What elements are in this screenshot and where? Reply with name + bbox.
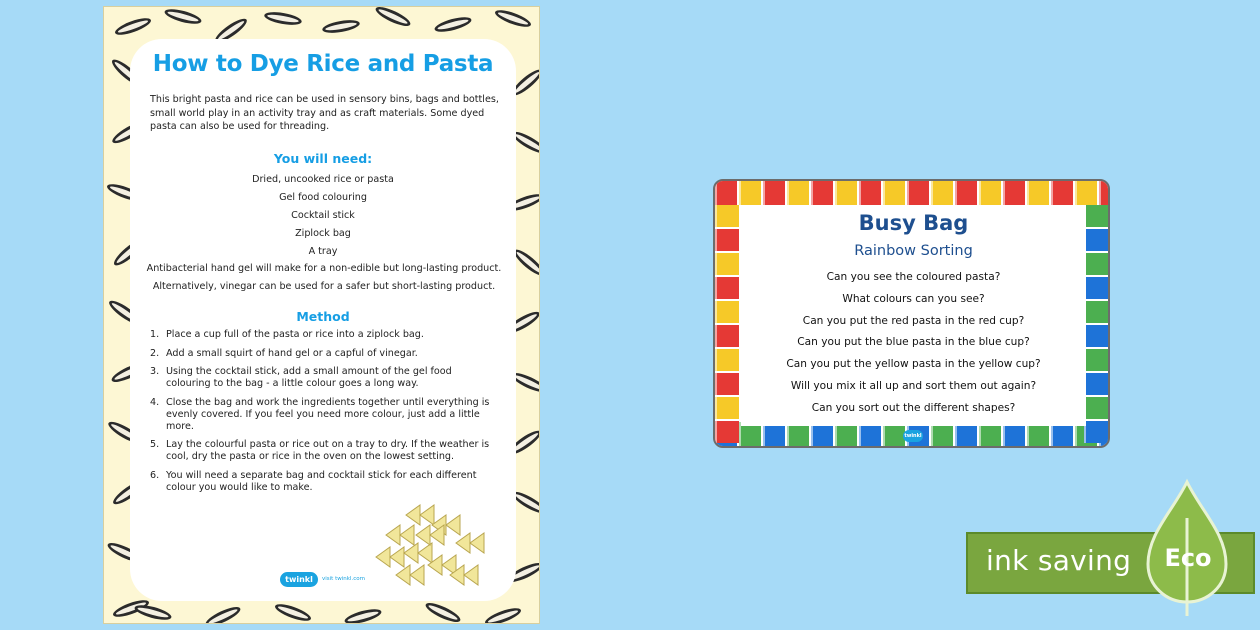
- cup-decoration: [715, 325, 739, 347]
- step-text: Close the bag and work the ingredients together until everything is evenly covered. If you feel you need more colour, just add a little more.: [166, 396, 490, 432]
- method-heading: Method: [296, 309, 350, 324]
- cup-decoration: [931, 181, 953, 205]
- question-item: Can you put the yellow pasta in the yellow cup?: [786, 358, 1041, 371]
- rice-seed-decoration: [493, 7, 532, 30]
- rice-seed-decoration: [433, 14, 473, 34]
- rice-seed-decoration: [263, 10, 302, 27]
- method-steps: [150, 329, 496, 500]
- rice-seed-decoration: [113, 15, 152, 38]
- step-number: 3.: [150, 366, 160, 377]
- list-item: Dried, uncooked rice or pasta: [252, 174, 394, 185]
- method-step: [150, 470, 496, 494]
- cup-decoration: [1027, 181, 1049, 205]
- cup-decoration: [1084, 325, 1108, 347]
- method-step: [150, 366, 496, 390]
- cup-decoration: [1099, 181, 1110, 205]
- cup-decoration: [1084, 421, 1108, 443]
- cup-decoration: [715, 229, 739, 251]
- cup-decoration: [1084, 349, 1108, 371]
- cup-decoration: [1003, 181, 1025, 205]
- cup-decoration: [835, 181, 857, 205]
- cup-decoration: [715, 421, 739, 443]
- method-step: [150, 397, 496, 433]
- cup-decoration: [1084, 205, 1108, 227]
- cup-decoration: [715, 301, 739, 323]
- document-title: How to Dye Rice and Pasta: [152, 51, 494, 77]
- cup-decoration: [1084, 373, 1108, 395]
- cup-decoration: [979, 181, 1001, 205]
- step-text: Place a cup full of the pasta or rice into a ziplock bag.: [166, 329, 424, 340]
- rice-seed-decoration: [163, 6, 203, 26]
- rice-seed-decoration: [343, 606, 383, 624]
- hand-gel-note: Antibacterial hand gel will make for a non-edible but long-lasting product.: [146, 263, 502, 274]
- step-text: Lay the colourful pasta or rice out on a tray to dry. If the weather is cool, dry the pasta or rice in the oven on the lowest setting.: [166, 439, 490, 462]
- list-item: Ziplock bag: [295, 228, 351, 239]
- cup-decoration: [907, 181, 929, 205]
- step-number: 6.: [150, 469, 160, 481]
- question-item: Can you put the red pasta in the red cup?: [802, 314, 1025, 327]
- question-item: Can you put the blue pasta in the blue cup?: [797, 336, 1030, 349]
- question-item: Can you see the coloured pasta?: [826, 271, 1001, 283]
- rice-seed-decoration: [133, 602, 173, 622]
- document-intro: This bright pasta and rice can be used in sensory bins, bags and bottles, small world play in an activity tray and as craft materials. Some dyed pasta can also be used for threading.: [150, 94, 499, 132]
- rice-seed-decoration: [321, 18, 360, 35]
- cup-decoration: [763, 181, 785, 205]
- twinkl-logo: twinkl: [280, 572, 318, 587]
- question-item: Will you mix it all up and sort them out again?: [790, 379, 1037, 392]
- cup-decoration: [715, 277, 739, 299]
- step-number: 4.: [150, 396, 160, 408]
- cup-decoration: [1084, 229, 1108, 251]
- rice-seed-decoration: [373, 6, 412, 30]
- step-number: 1.: [150, 329, 160, 340]
- rice-pasta-instruction-sheet: [103, 6, 540, 624]
- step-number: 5.: [150, 439, 160, 450]
- cup-decoration: [715, 349, 739, 371]
- cup-decoration: [1084, 277, 1108, 299]
- need-list: [130, 171, 516, 261]
- step-text: You will need a separate bag and cocktail stick for each different colour you would like to make.: [166, 469, 477, 493]
- rice-seed-decoration: [423, 599, 462, 624]
- cup-decoration: [883, 181, 905, 205]
- question-list: [741, 267, 1086, 420]
- method-step: [150, 329, 496, 341]
- cup-decoration: [1084, 301, 1108, 323]
- instruction-card: [130, 39, 516, 601]
- list-item: Gel food colouring: [279, 192, 367, 203]
- cup-decoration: [715, 397, 739, 419]
- cup-decoration: [1084, 397, 1108, 419]
- bowtie-pasta-illustration: [366, 495, 496, 593]
- vinegar-note: Alternatively, vinegar can be used for a safer but short-lasting product.: [152, 281, 496, 292]
- cup-decoration: [715, 205, 739, 227]
- step-text: Using the cocktail stick, add a small amount of the gel food colouring to the bag - a little colour goes a long way.: [166, 366, 452, 389]
- ink-saving-label: ink saving: [986, 544, 1132, 577]
- cup-decoration: [859, 181, 881, 205]
- card-subtitle: Rainbow Sorting: [854, 243, 973, 259]
- busy-bag-panel: [741, 205, 1086, 426]
- cup-decoration: [955, 181, 977, 205]
- cup-decoration: [787, 181, 809, 205]
- need-heading: You will need:: [273, 151, 373, 166]
- list-item: Cocktail stick: [291, 210, 355, 221]
- list-item: A tray: [308, 246, 338, 257]
- question-item: What colours can you see?: [842, 292, 985, 305]
- cup-decoration: [1084, 253, 1108, 275]
- cup-decoration: [715, 181, 737, 205]
- card-twinkl-logo: twinkl: [903, 430, 923, 442]
- rice-seed-decoration: [483, 605, 522, 624]
- card-title: Busy Bag: [858, 211, 969, 235]
- method-step: [150, 439, 496, 463]
- method-step: [150, 348, 496, 360]
- visit-link-text: visit twinkl.com: [322, 576, 365, 582]
- rice-seed-decoration: [203, 603, 242, 624]
- rice-seed-decoration: [273, 601, 312, 624]
- cup-decoration: [1075, 181, 1097, 205]
- question-item: Can you sort out the different shapes?: [811, 401, 1016, 414]
- cup-decoration: [715, 373, 739, 395]
- busy-bag-card: [713, 179, 1110, 448]
- eco-label: Eco: [1164, 544, 1212, 572]
- cup-decoration: [1051, 181, 1073, 205]
- cup-decoration: [715, 253, 739, 275]
- step-text: Add a small squirt of hand gel or a capful of vinegar.: [166, 347, 418, 359]
- step-number: 2.: [150, 347, 160, 359]
- cup-decoration: [811, 181, 833, 205]
- cup-decoration: [739, 181, 761, 205]
